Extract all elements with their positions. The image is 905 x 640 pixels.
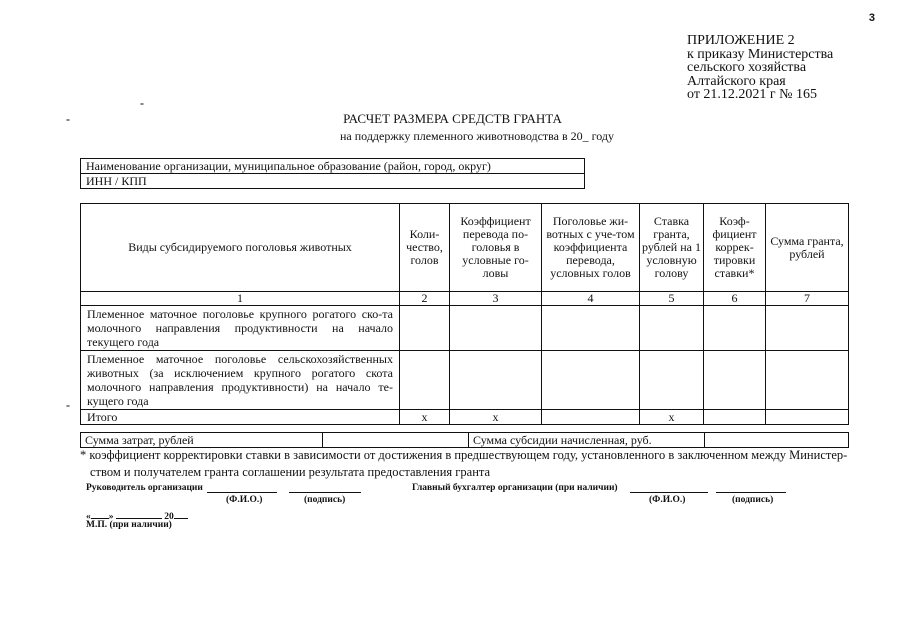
header-quantity: Коли-чество, голов — [400, 204, 450, 292]
stray-mark: - — [66, 398, 70, 412]
total-row — [81, 410, 849, 425]
footnote-line: * коэффициент корректировки ставки в зависимости от достижения в предшествующем году, установленного в заключенном между Министер- — [80, 448, 848, 462]
document-title: РАСЧЕТ РАЗМЕРА СРЕДСТВ ГРАНТА — [343, 111, 562, 126]
head-signature-label: Руководитель организации — [86, 483, 203, 493]
table-row — [81, 306, 849, 351]
date-year-blank — [174, 509, 188, 519]
total-mark: х — [640, 410, 704, 425]
summary-box — [80, 432, 849, 448]
cell-empty — [542, 410, 640, 425]
organization-box — [80, 158, 585, 189]
cell-empty — [400, 351, 450, 410]
appendix-line: к приказу Министерства — [687, 46, 834, 62]
grant-table — [80, 203, 849, 425]
cell-empty — [450, 351, 542, 410]
document-subtitle: на поддержку племенного животноводства в 20_ году — [340, 129, 615, 143]
column-number: 5 — [640, 292, 704, 306]
cell-empty — [542, 351, 640, 410]
cell-empty — [542, 306, 640, 351]
cell-empty — [400, 306, 450, 351]
appendix-line: Алтайского края — [687, 73, 786, 89]
column-number: 6 — [704, 292, 766, 306]
cell-empty — [640, 351, 704, 410]
header-grant-sum: Сумма гранта, рублей — [766, 204, 849, 292]
header-animal-type: Виды субсидируемого поголовья животных — [81, 204, 400, 292]
appendix-title: ПРИЛОЖЕНИЕ 2 — [687, 33, 795, 48]
costs-sum-value — [323, 433, 469, 448]
appendix-line: сельского хозяйства — [687, 60, 807, 75]
column-numbers-row — [81, 292, 849, 306]
column-number: 2 — [400, 292, 450, 306]
accountant-signature-caption: (подпись) — [732, 495, 774, 505]
total-mark: х — [400, 410, 450, 425]
cell-empty — [766, 410, 849, 425]
accountant-signature-line — [716, 492, 786, 493]
seal-label: М.П. (при наличии) — [86, 520, 172, 530]
head-signature-caption: (подпись) — [304, 495, 346, 505]
total-mark: х — [450, 410, 542, 425]
column-number: 1 — [81, 292, 400, 306]
column-number: 4 — [542, 292, 640, 306]
footnote — [80, 447, 880, 481]
date-quote-open: « — [86, 512, 91, 522]
column-number: 7 — [766, 292, 849, 306]
date-month-blank — [116, 509, 162, 519]
cell-empty — [704, 306, 766, 351]
footnote-line: ством и получателем гранта соглашении результата предоставления гранта — [90, 465, 491, 479]
cell-empty — [704, 410, 766, 425]
cell-empty — [704, 351, 766, 410]
cell-empty — [450, 306, 542, 351]
cell-empty — [766, 306, 849, 351]
organization-name-label: Наименование организации, муниципальное образование (район, город, округ) — [81, 159, 585, 174]
page-number: 3 — [868, 12, 875, 24]
header-rate-adjustment: Коэф-фициент коррек-тировки ставки* — [704, 204, 766, 292]
date-quote-close: » — [108, 512, 114, 522]
cell-empty — [766, 351, 849, 410]
head-fio-line — [207, 492, 277, 493]
header-conversion-coefficient: Коэффициент перевода по-головья в условные го-ловы — [450, 204, 542, 292]
head-signature-line — [289, 492, 361, 493]
stray-mark: - — [140, 96, 144, 110]
date-day-blank — [91, 509, 109, 519]
costs-sum-label: Сумма затрат, рублей — [81, 433, 323, 448]
subsidy-sum-label: Сумма субсидии начисленная, руб. — [469, 433, 705, 448]
subsidy-sum-value — [705, 433, 849, 448]
date-year-prefix: 20 — [164, 512, 174, 522]
row-label-dairy-cattle: Племенное маточное поголовье крупного рогатого ско-та молочного направления продуктивности на начало текущего года — [81, 306, 400, 351]
appendix-date: от 21.12.2021 г № 165 — [687, 87, 818, 102]
stray-mark: - — [66, 112, 70, 126]
accountant-signature-label: Главный бухгалтер организации (при наличии) — [412, 483, 618, 493]
cell-empty — [640, 306, 704, 351]
table-row — [81, 351, 849, 410]
header-converted-livestock: Поголовье жи-вотных с уче-том коэффициента перевода, условных голов — [542, 204, 640, 292]
column-number: 3 — [450, 292, 542, 306]
inn-kpp-label: ИНН / КПП — [81, 174, 585, 189]
total-label: Итого — [81, 410, 400, 425]
accountant-fio-caption: (Ф.И.О.) — [649, 495, 686, 505]
header-grant-rate: Ставка гранта, рублей на 1 условную голову — [640, 204, 704, 292]
appendix-block — [687, 34, 833, 102]
head-fio-caption: (Ф.И.О.) — [226, 495, 263, 505]
row-label-other-livestock: Племенное маточное поголовье сельскохозяйственных животных (за исключением крупного рогатого скота молочного направления продуктивности) на начало те-кущего года — [81, 351, 400, 410]
accountant-fio-line — [630, 492, 708, 493]
